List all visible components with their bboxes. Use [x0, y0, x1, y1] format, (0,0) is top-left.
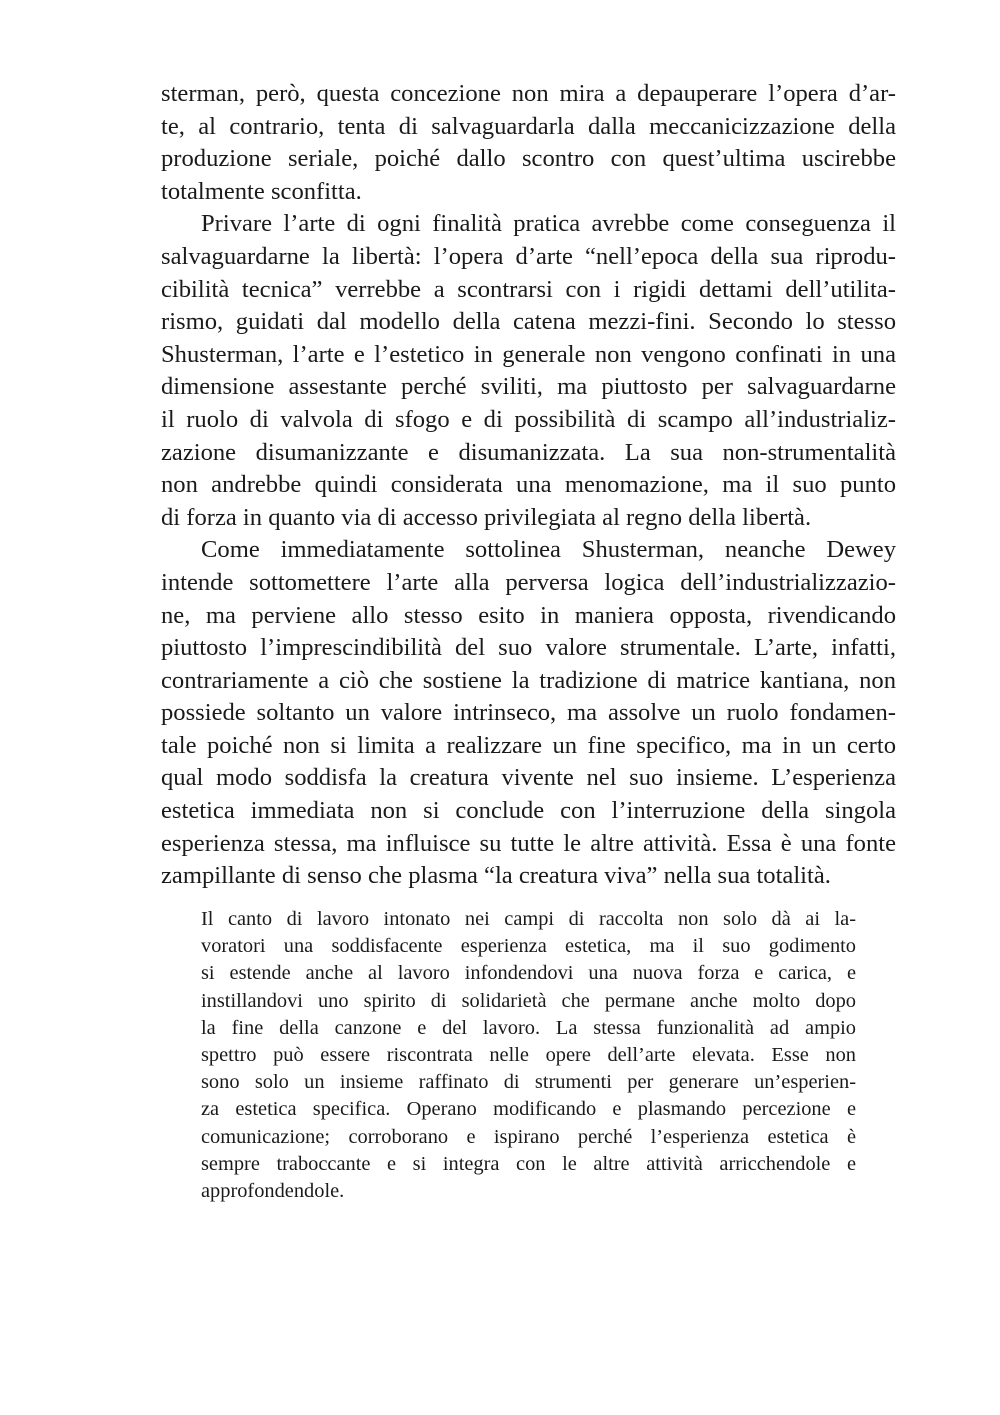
quote-line: voratori una soddisfacente esperienza estetica, ma il suo godimento: [201, 935, 856, 958]
quote-line: la fine della canzone e del lavoro. La stessa funzionalità ad ampio: [201, 1016, 856, 1039]
text-line: contrariamente a ciò che sostiene la tradizione di matrice kantiana, non: [161, 666, 896, 694]
text-line: sterman, però, questa concezione non mira a depauperare l’opera d’ar-: [161, 80, 896, 107]
text-line: qual modo soddisfa la creatura vivente nel suo insieme. L’esperienza: [161, 764, 896, 792]
text-line: totalmente sconfitta.: [161, 177, 362, 205]
block-quote: [201, 906, 856, 1205]
text-line: Come immediatamente sottolinea Shusterman, neanche Dewey: [201, 536, 896, 564]
text-line: cibilità tecnica” verrebbe a scontrarsi con i rigidi dettami dell’utilita-: [161, 275, 896, 303]
text-line: estetica immediata non si conclude con l’interruzione della singola: [161, 797, 896, 825]
text-line: ne, ma perviene allo stesso esito in maniera opposta, rivendicando: [161, 601, 896, 629]
quote-line: spettro può essere riscontrata nelle opere dell’arte elevata. Esse non: [201, 1044, 856, 1067]
text-line: esperienza stessa, ma influisce su tutte le altre attività. Essa è una fonte: [161, 829, 896, 857]
text-line: Privare l’arte di ogni finalità pratica avrebbe come conseguenza il: [201, 210, 896, 238]
text-line: dimensione assestante perché sviliti, ma piuttosto per salvaguardarne: [161, 373, 896, 401]
quote-line: instillandovi uno spirito di solidarietà che permane anche molto dopo: [201, 989, 856, 1012]
text-line: zampillante di senso che plasma “la creatura viva” nella sua totalità.: [161, 862, 831, 890]
quote-line: Il canto di lavoro intonato nei campi di raccolta non solo dà ai la-: [201, 908, 856, 930]
main-text: [161, 78, 896, 893]
quote-line: sono solo un insieme raffinato di strumenti per generare un’esperien-: [201, 1071, 856, 1094]
text-line: intende sottomettere l’arte alla perversa logica dell’industrializzazio-: [161, 568, 896, 596]
quote-line: za estetica specifica. Operano modificando e plasmando percezione e: [201, 1098, 856, 1121]
text-line: rismo, guidati dal modello della catena mezzi-fini. Secondo lo stesso: [161, 308, 896, 336]
text-line: possiede soltanto un valore intrinseco, ma assolve un ruolo fondamen-: [161, 699, 896, 727]
text-line: salvaguardarne la libertà: l’opera d’arte “nell’epoca della sua riprodu-: [161, 242, 896, 270]
text-line: non andrebbe quindi considerata una menomazione, ma il suo punto: [161, 471, 896, 499]
paragraph-2: [161, 208, 896, 534]
quote-line: comunicazione; corroborano e ispirano perché l’esperienza estetica è: [201, 1125, 856, 1148]
text-line: di forza in quanto via di accesso privilegiata al regno della libertà.: [161, 503, 812, 531]
text-line: piuttosto l’imprescindibilità del suo valore strumentale. L’arte, infatti,: [161, 634, 896, 662]
quote-line: approfondendole.: [201, 1180, 345, 1203]
quote-line: si estende anche al lavoro infondendovi una nuova forza e carica, e: [201, 962, 856, 985]
text-line: zazione disumanizzante e disumanizzata. La sua non-strumentalità: [161, 438, 896, 466]
text-line: produzione seriale, poiché dallo scontro con quest’ultima uscirebbe: [161, 145, 896, 173]
text-line: il ruolo di valvola di sfogo e di possibilità di scampo all’industrializ-: [161, 405, 896, 433]
text-line: Shusterman, l’arte e l’estetico in generale non vengono confinati in una: [161, 340, 896, 368]
paragraph-3: [161, 534, 896, 893]
text-line: tale poiché non si limita a realizzare un fine specifico, ma in un certo: [161, 731, 896, 759]
quote-line: sempre traboccante e si integra con le altre attività arricchendole e: [201, 1152, 856, 1175]
paragraph-1: [161, 78, 896, 208]
text-line: te, al contrario, tenta di salvaguardarla dalla meccanicizzazione della: [161, 112, 896, 140]
